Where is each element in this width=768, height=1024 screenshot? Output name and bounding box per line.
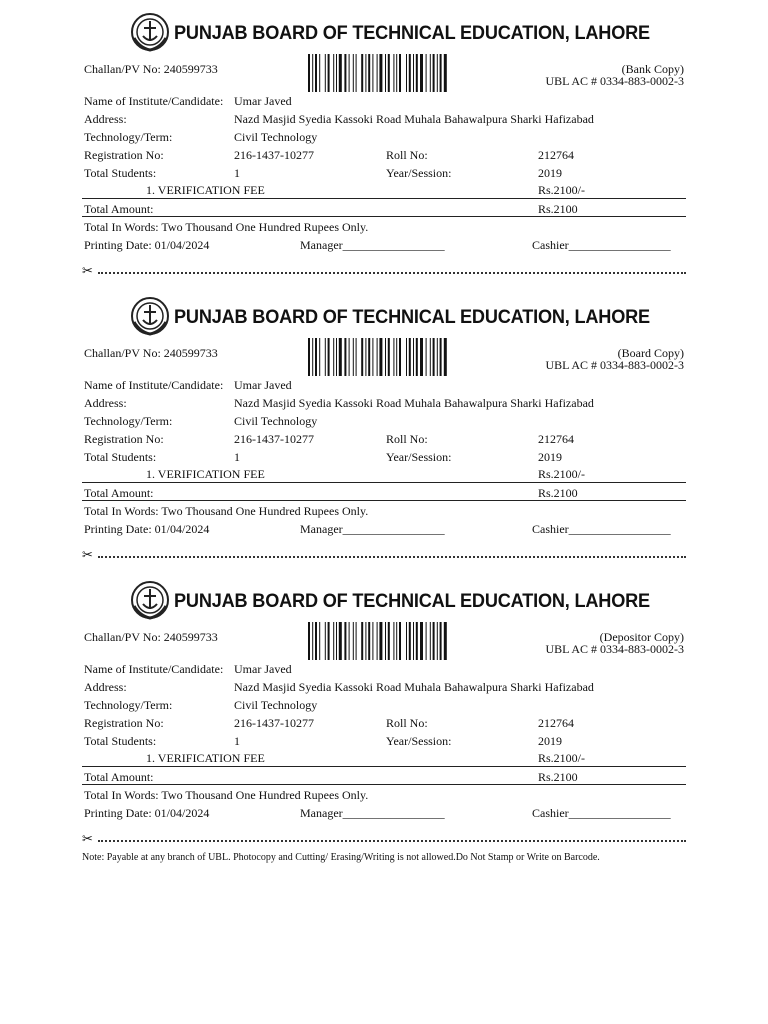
session-label: Year/Session: [386,166,452,180]
address-value: Nazd Masjid Syedia Kassoki Road Muhala Bahawalpura Sharki Hafizabad [234,112,594,126]
divider [82,784,686,785]
registration-value: 216-1437-10277 [234,432,314,446]
cashier-signature: Cashier_________________ [532,238,671,252]
seal-emblem-icon [130,12,170,52]
printing-date: Printing Date: 01/04/2024 [84,238,210,252]
session-value: 2019 [538,734,562,748]
divider [82,198,686,199]
name-value: Umar Javed [234,662,292,676]
challan-number: Challan/PV No: 240599733 [84,630,218,644]
students-label: Total Students: [84,734,157,748]
challan-slip [0,568,768,852]
name-label: Name of Institute/Candidate: [84,94,224,108]
name-label: Name of Institute/Candidate: [84,378,224,392]
divider [82,482,686,483]
footer-note: Note: Payable at any branch of UBL. Photocopy and Cutting/ Erasing/Writing is not allowed.Do Not Stamp or Write on Barcode. [82,852,600,863]
divider [82,216,686,217]
printing-date: Printing Date: 01/04/2024 [84,806,210,820]
board-title: PUNJAB BOARD OF TECHNICAL EDUCATION, LAHORE [174,590,650,612]
printing-date: Printing Date: 01/04/2024 [84,522,210,536]
name-value: Umar Javed [234,94,292,108]
challan-number: Challan/PV No: 240599733 [84,346,218,360]
students-value: 1 [234,166,240,180]
registration-label: Registration No: [84,148,164,162]
scissors-icon: ✂ [82,832,93,847]
scissors-icon: ✂ [82,548,93,563]
total-in-words: Total In Words: Two Thousand One Hundred Rupees Only. [84,220,369,234]
technology-value: Civil Technology [234,130,318,144]
registration-label: Registration No: [84,716,164,730]
dotted-line [98,272,686,274]
cut-line [82,264,686,279]
roll-label: Roll No: [386,432,428,446]
ubl-account: UBL AC # 0334-883-0002-3 [545,642,684,656]
address-label: Address: [84,680,127,694]
manager-signature: Manager_________________ [300,806,445,820]
fee-item: 1. VERIFICATION FEE [146,467,265,481]
manager-signature: Manager_________________ [300,522,445,536]
registration-label: Registration No: [84,432,164,446]
total-amount-value: Rs.2100 [538,770,578,784]
name-value: Umar Javed [234,378,292,392]
total-amount-value: Rs.2100 [538,202,578,216]
technology-label: Technology/Term: [84,130,173,144]
challan-slip [0,0,768,284]
fee-item: 1. VERIFICATION FEE [146,183,265,197]
ubl-account: UBL AC # 0334-883-0002-3 [545,74,684,88]
total-amount-label: Total Amount: [84,770,154,784]
copy-label: (Board Copy) [617,346,684,360]
cut-line [82,832,686,847]
barcode [308,54,498,92]
cut-line [82,548,686,563]
total-amount-value: Rs.2100 [538,486,578,500]
barcode [308,338,498,376]
registration-value: 216-1437-10277 [234,148,314,162]
total-in-words: Total In Words: Two Thousand One Hundred Rupees Only. [84,788,369,802]
technology-label: Technology/Term: [84,698,173,712]
session-value: 2019 [538,450,562,464]
registration-value: 216-1437-10277 [234,716,314,730]
technology-value: Civil Technology [234,414,318,428]
divider [82,766,686,767]
slip-header [130,12,650,52]
session-value: 2019 [538,166,562,180]
dotted-line [98,556,686,558]
technology-label: Technology/Term: [84,414,173,428]
challan-number: Challan/PV No: 240599733 [84,62,218,76]
address-value: Nazd Masjid Syedia Kassoki Road Muhala Bahawalpura Sharki Hafizabad [234,396,594,410]
seal-emblem-icon [130,296,170,336]
dotted-line [98,840,686,842]
students-value: 1 [234,734,240,748]
copy-label: (Bank Copy) [621,62,684,76]
manager-signature: Manager_________________ [300,238,445,252]
cashier-signature: Cashier_________________ [532,522,671,536]
fee-amount: Rs.2100/- [538,183,586,197]
ubl-account: UBL AC # 0334-883-0002-3 [545,358,684,372]
technology-value: Civil Technology [234,698,318,712]
challan-slip [0,284,768,568]
board-title: PUNJAB BOARD OF TECHNICAL EDUCATION, LAHORE [174,22,650,44]
address-label: Address: [84,112,127,126]
copy-label: (Depositor Copy) [599,630,684,644]
session-label: Year/Session: [386,734,452,748]
barcode [308,622,498,660]
fee-item: 1. VERIFICATION FEE [146,751,265,765]
address-value: Nazd Masjid Syedia Kassoki Road Muhala Bahawalpura Sharki Hafizabad [234,680,594,694]
roll-value: 212764 [538,716,574,730]
total-amount-label: Total Amount: [84,202,154,216]
roll-value: 212764 [538,432,574,446]
total-amount-label: Total Amount: [84,486,154,500]
board-title: PUNJAB BOARD OF TECHNICAL EDUCATION, LAHORE [174,306,650,328]
students-label: Total Students: [84,166,157,180]
scissors-icon: ✂ [82,264,93,279]
name-label: Name of Institute/Candidate: [84,662,224,676]
address-label: Address: [84,396,127,410]
session-label: Year/Session: [386,450,452,464]
slip-header [130,296,650,336]
roll-value: 212764 [538,148,574,162]
roll-label: Roll No: [386,716,428,730]
cashier-signature: Cashier_________________ [532,806,671,820]
fee-amount: Rs.2100/- [538,751,586,765]
roll-label: Roll No: [386,148,428,162]
students-label: Total Students: [84,450,157,464]
total-in-words: Total In Words: Two Thousand One Hundred Rupees Only. [84,504,369,518]
students-value: 1 [234,450,240,464]
divider [82,500,686,501]
seal-emblem-icon [130,580,170,620]
fee-amount: Rs.2100/- [538,467,586,481]
slip-header [130,580,650,620]
